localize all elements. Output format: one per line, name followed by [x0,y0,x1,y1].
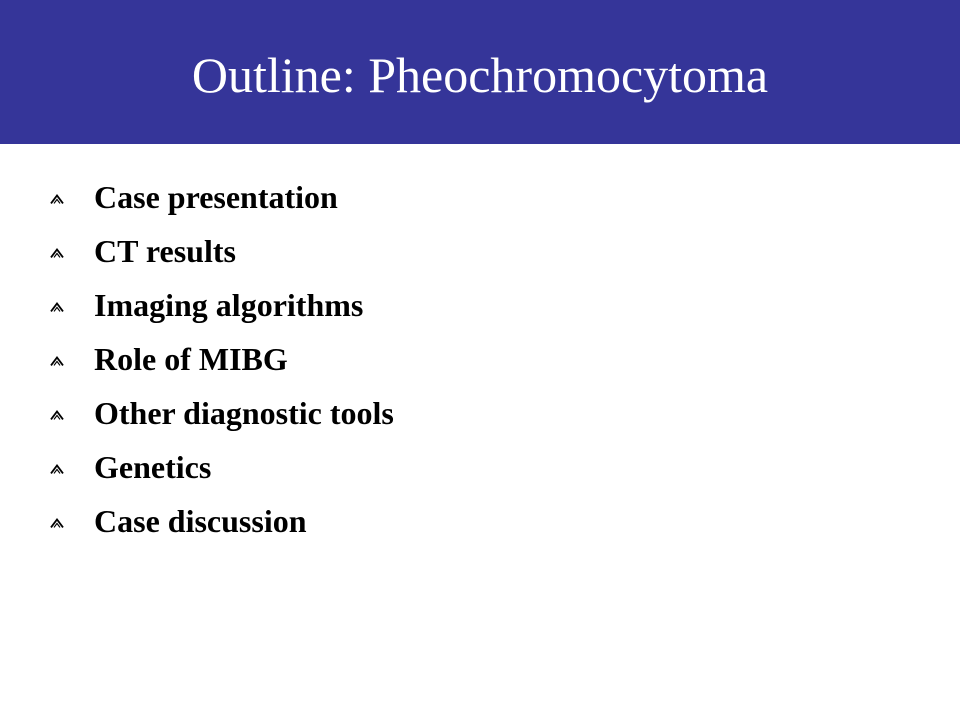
chevron-up-icon [50,462,64,474]
bullet-item [0,440,960,494]
bullet-text: Case discussion [94,502,307,539]
bullet-item [0,332,960,386]
bullet-text: Case presentation [94,178,338,215]
bullet-text: Genetics [94,448,212,485]
chevron-up-icon [50,516,64,528]
bullet-text: Role of MIBG [94,340,288,377]
chevron-up-icon [50,354,64,366]
bullet-text: Imaging algorithms [94,286,364,323]
chevron-up-icon [50,300,64,312]
title-bar [0,0,960,144]
bullet-item [0,224,960,278]
bullet-item [0,278,960,332]
bullet-text: Other diagnostic tools [94,394,394,431]
bullet-item [0,494,960,548]
chevron-up-icon [50,246,64,258]
chevron-up-icon [50,192,64,204]
bullet-list [0,170,960,548]
bullet-text: CT results [94,232,236,269]
bullet-item [0,170,960,224]
bullet-item [0,386,960,440]
slide-title: Outline: Pheochromocytoma [191,47,769,103]
chevron-up-icon [50,408,64,420]
